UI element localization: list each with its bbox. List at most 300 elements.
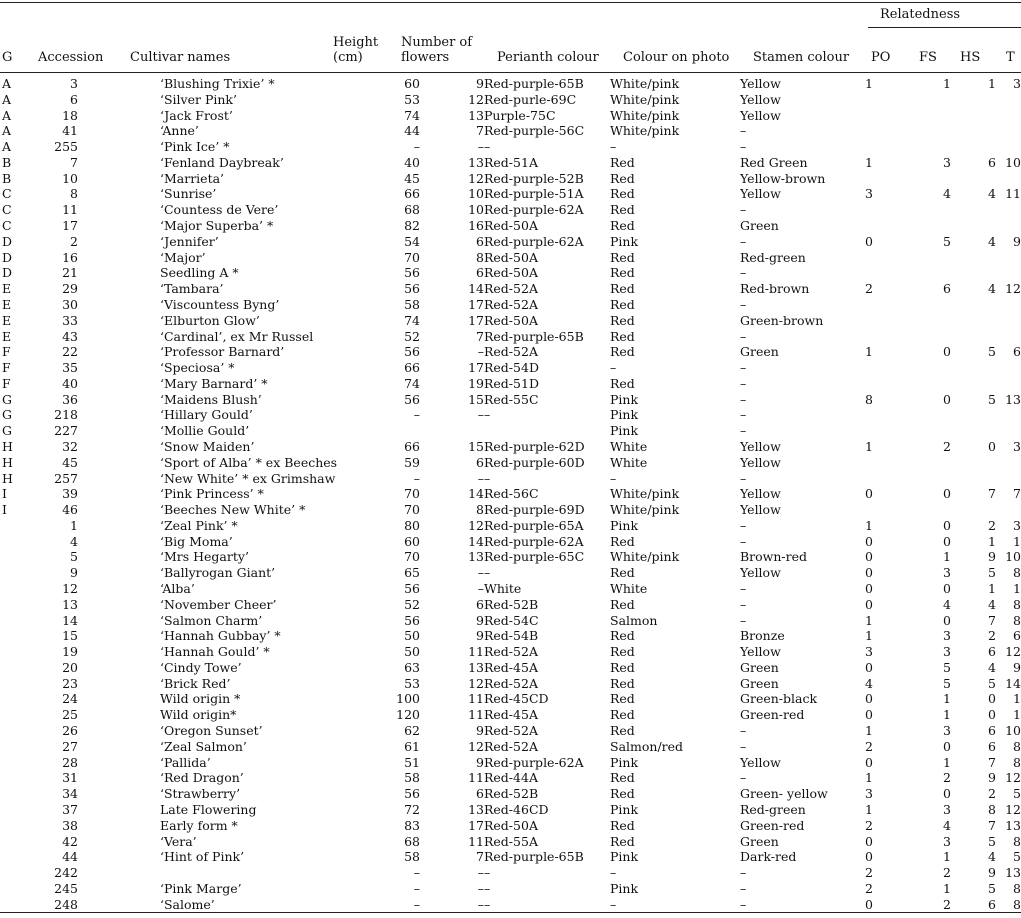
cell-perianth: Red-51A xyxy=(484,154,538,170)
spacer-cell xyxy=(360,392,368,408)
table-row xyxy=(0,502,1021,518)
spacer-cell xyxy=(78,755,160,771)
cell-po: 2 xyxy=(865,817,873,833)
spacer-cell xyxy=(78,108,160,124)
cell-po: 0 xyxy=(865,233,873,249)
cell-hs xyxy=(951,329,996,345)
table-row xyxy=(0,723,1021,739)
cell-photo: Red xyxy=(610,533,635,549)
cell-photo: Pink xyxy=(610,880,639,896)
cell-stamen: – xyxy=(740,265,747,281)
cell-photo: Red xyxy=(610,218,635,234)
cell-t xyxy=(996,123,1021,139)
cell-group xyxy=(0,581,30,597)
cell-t: 8 xyxy=(1013,880,1021,896)
spacer-cell xyxy=(857,786,865,802)
cell-perianth: Red-50A xyxy=(484,265,538,281)
spacer-cell xyxy=(857,123,865,139)
cell-perianth: Red-54D xyxy=(484,360,539,376)
cell-photo: – xyxy=(610,865,617,881)
cell-flowers: 12 xyxy=(468,91,484,107)
cell-photo: – xyxy=(610,139,617,155)
cell-t: 8 xyxy=(1013,565,1021,581)
spacer-cell xyxy=(78,818,160,834)
spacer-cell xyxy=(78,423,160,439)
cell-hs xyxy=(951,250,996,266)
cell-photo: Red xyxy=(610,265,635,281)
cell-t xyxy=(996,139,1021,155)
spacer-cell xyxy=(360,250,368,266)
cell-group: A xyxy=(2,139,12,155)
table-row xyxy=(0,739,1021,755)
cell-cultivar: ‘Hannah Gubbay’ * xyxy=(160,628,281,644)
cell-height: 59 xyxy=(404,454,420,470)
cell-perianth: Red-purple-62A xyxy=(484,202,584,218)
cell-hs: 0 xyxy=(988,438,996,454)
cell-cultivar xyxy=(160,865,360,881)
header-relatedness: Relatedness xyxy=(880,7,961,22)
table-row xyxy=(0,123,1021,139)
cell-fs xyxy=(905,376,951,392)
cell-fs: 2 xyxy=(943,896,951,912)
spacer-cell xyxy=(78,849,160,865)
cell-photo: Red xyxy=(610,833,635,849)
cell-fs: 2 xyxy=(943,865,951,881)
cell-group: I xyxy=(2,502,7,518)
table-row xyxy=(0,881,1021,897)
spacer-cell xyxy=(78,313,160,329)
cell-group: E xyxy=(2,328,12,344)
cell-fs: 4 xyxy=(943,817,951,833)
spacer-cell xyxy=(78,770,160,786)
cell-height: 80 xyxy=(404,517,420,533)
cell-hs xyxy=(951,360,996,376)
cell-accession: 5 xyxy=(70,549,78,565)
cell-po: 1 xyxy=(865,438,873,454)
cell-height: 66 xyxy=(404,186,420,202)
cell-cultivar: ‘Jennifer’ xyxy=(160,233,219,249)
cell-flowers: 9 xyxy=(476,723,484,739)
cell-fs xyxy=(905,423,951,439)
cell-stamen: – xyxy=(740,896,747,912)
cell-fs xyxy=(905,202,951,218)
table-row xyxy=(0,297,1021,313)
cell-group xyxy=(0,849,30,865)
spacer-cell xyxy=(857,802,865,818)
header-hs: HS xyxy=(960,50,981,65)
cell-fs: 0 xyxy=(943,738,951,754)
cell-cultivar: ‘Salome’ xyxy=(160,896,215,912)
spacer-cell xyxy=(360,802,368,818)
spacer-cell xyxy=(360,786,368,802)
cell-cultivar: ‘Sport of Alba’ * ex Beeches xyxy=(160,454,338,470)
cell-perianth: Red-purple-65B xyxy=(484,849,584,865)
spacer-cell xyxy=(78,281,160,297)
cell-perianth: Red-46CD xyxy=(484,801,549,817)
cell-fs: 6 xyxy=(943,281,951,297)
cell-accession: 12 xyxy=(62,581,78,596)
spacer-cell xyxy=(857,723,865,739)
cell-perianth: Red-purple-62D xyxy=(484,438,585,454)
cell-stamen: Green- yellow xyxy=(740,786,828,802)
cell-photo: Red xyxy=(610,170,635,186)
cell-t xyxy=(996,297,1021,313)
cell-flowers: – xyxy=(477,344,484,360)
table-row xyxy=(0,455,1021,471)
cell-group: D xyxy=(2,265,13,281)
spacer-cell xyxy=(78,344,160,360)
cell-perianth: Red-52A xyxy=(484,723,538,739)
table-row xyxy=(0,423,1021,439)
cell-height: 60 xyxy=(404,533,420,549)
spacer-cell xyxy=(360,376,368,392)
cell-fs: 0 xyxy=(943,486,951,502)
cell-perianth xyxy=(484,423,610,439)
cell-cultivar: ‘Maidens Blush’ xyxy=(160,391,262,407)
cell-po: 0 xyxy=(865,754,873,770)
cell-cultivar: Seedling A * xyxy=(160,265,239,281)
cell-flowers: 13 xyxy=(468,107,484,123)
cell-height: 68 xyxy=(404,833,420,849)
cell-t xyxy=(996,171,1021,187)
spacer-cell xyxy=(360,218,368,234)
cell-flowers: – xyxy=(477,139,484,155)
cell-po: 8 xyxy=(865,391,873,407)
cell-accession: 15 xyxy=(62,628,78,644)
spacer-cell xyxy=(78,486,160,502)
cell-stamen: Yellow xyxy=(740,502,781,518)
cell-group: G xyxy=(2,423,12,439)
spacer-cell xyxy=(857,818,865,834)
cell-height: 58 xyxy=(404,849,420,865)
spacer-cell xyxy=(78,392,160,408)
cell-cultivar: ‘Major Superba’ * xyxy=(160,218,274,234)
table-row xyxy=(0,676,1021,692)
cell-photo: Red xyxy=(610,328,635,344)
spacer-cell xyxy=(360,92,368,108)
cell-po xyxy=(865,297,905,313)
cell-photo: Pink xyxy=(610,754,639,770)
spacer-cell xyxy=(78,234,160,250)
cell-height: 65 xyxy=(404,565,420,581)
cell-perianth: Red-purple-51A xyxy=(484,186,584,202)
cell-fs xyxy=(905,407,951,423)
cell-perianth: Red-52B xyxy=(484,786,539,802)
cell-flowers: 8 xyxy=(476,502,484,518)
table-row xyxy=(0,313,1021,329)
cell-perianth: Red-52A xyxy=(484,281,538,297)
spacer-cell xyxy=(857,597,865,613)
cell-height: 63 xyxy=(404,659,420,675)
spacer-cell xyxy=(78,865,160,881)
cell-fs: 1 xyxy=(943,707,951,723)
cell-perianth: Red-purple-56C xyxy=(484,123,585,139)
cell-hs: 1 xyxy=(988,581,996,596)
header-rule xyxy=(0,72,1021,73)
cell-fs xyxy=(905,218,951,234)
spacer-cell xyxy=(78,786,160,802)
spacer-cell xyxy=(78,265,160,281)
cell-accession: 31 xyxy=(62,770,78,786)
cell-cultivar: ‘Zeal Pink’ * xyxy=(160,517,238,533)
table-row xyxy=(0,834,1021,850)
spacer-cell xyxy=(360,455,368,471)
table-body xyxy=(0,76,1021,912)
cell-fs xyxy=(905,171,951,187)
cell-photo: Red xyxy=(610,691,635,707)
cell-stamen: – xyxy=(740,360,747,376)
cell-stamen: – xyxy=(740,533,747,549)
cell-cultivar: Wild origin * xyxy=(160,691,241,707)
cell-accession: 17 xyxy=(62,218,78,234)
table-row xyxy=(0,802,1021,818)
cell-group: H xyxy=(2,454,13,470)
table-row xyxy=(0,628,1021,644)
cell-group xyxy=(0,628,30,644)
cell-accession: 28 xyxy=(62,754,78,770)
cell-cultivar: ‘Pink Ice’ * xyxy=(160,139,230,155)
cell-height: 74 xyxy=(404,312,420,328)
header-g: G xyxy=(2,50,13,65)
cell-fs: 1 xyxy=(943,849,951,865)
cell-po: 0 xyxy=(865,549,873,565)
cell-hs: 6 xyxy=(988,644,996,660)
cell-fs: 2 xyxy=(943,438,951,454)
cell-cultivar: ‘Major’ xyxy=(160,249,206,265)
cell-fs: 3 xyxy=(943,565,951,581)
spacer-cell xyxy=(78,676,160,692)
cell-perianth: Red-purple-65B xyxy=(484,76,584,91)
cell-flowers: – xyxy=(477,896,484,912)
cell-height: 83 xyxy=(404,817,420,833)
cell-t: 8 xyxy=(1013,896,1021,912)
cell-cultivar: ‘New White’ * ex Grimshaw xyxy=(160,470,336,486)
spacer-cell xyxy=(360,344,368,360)
spacer-cell xyxy=(857,502,865,518)
cell-group: A xyxy=(2,76,12,91)
spacer-cell xyxy=(78,186,160,202)
cell-height: 56 xyxy=(404,265,420,281)
cell-accession: 24 xyxy=(62,691,78,707)
cell-accession: 255 xyxy=(54,139,78,155)
cell-height: 54 xyxy=(404,233,420,249)
spacer-cell xyxy=(360,628,368,644)
cell-perianth: Red-52B xyxy=(484,596,539,612)
cell-photo: White xyxy=(610,581,648,596)
spacer-cell xyxy=(360,660,368,676)
cell-cultivar: ‘Marrieta’ xyxy=(160,170,225,186)
cell-flowers: 9 xyxy=(476,628,484,644)
spacer-cell xyxy=(857,202,865,218)
cell-photo: Red xyxy=(610,565,635,581)
spacer-cell xyxy=(857,455,865,471)
cell-fs: 0 xyxy=(943,391,951,407)
cell-t: 8 xyxy=(1013,833,1021,849)
cell-hs: 8 xyxy=(988,801,996,817)
table-row xyxy=(0,139,1021,155)
cell-cultivar: ‘Salmon Charm’ xyxy=(160,612,263,628)
cell-hs: 9 xyxy=(988,770,996,786)
cell-hs: 5 xyxy=(988,565,996,581)
cell-hs: 5 xyxy=(988,833,996,849)
cell-photo: White/pink xyxy=(610,502,680,518)
cell-height: 45 xyxy=(404,170,420,186)
cell-accession: 32 xyxy=(62,438,78,454)
cell-cultivar: ‘Pallida’ xyxy=(160,754,211,770)
spacer-cell xyxy=(78,660,160,676)
spacer-cell xyxy=(857,660,865,676)
spacer-cell xyxy=(857,171,865,187)
cell-photo: Red xyxy=(610,281,635,297)
spacer-cell xyxy=(360,171,368,187)
spacer-cell xyxy=(78,329,160,345)
cell-cultivar: ‘Silver Pink’ xyxy=(160,91,237,107)
cell-stamen: Yellow xyxy=(740,754,781,770)
cell-accession: 23 xyxy=(62,675,78,691)
cell-po: 3 xyxy=(865,186,873,202)
cell-stamen: – xyxy=(740,738,747,754)
cell-fs: 3 xyxy=(943,723,951,739)
cell-fs xyxy=(905,139,951,155)
cell-height: – xyxy=(413,407,420,423)
cell-accession: 30 xyxy=(62,296,78,312)
table-row xyxy=(0,329,1021,345)
cell-group xyxy=(0,644,30,660)
cell-t xyxy=(996,218,1021,234)
cell-cultivar: ‘Cindy Towe’ xyxy=(160,659,242,675)
table-row xyxy=(0,250,1021,266)
cell-po xyxy=(865,139,905,155)
cell-t: 13 xyxy=(1005,817,1021,833)
cell-photo: Red xyxy=(610,770,635,786)
cell-photo: – xyxy=(610,470,617,486)
cell-cultivar: ‘Professor Barnard’ xyxy=(160,344,285,360)
spacer-cell xyxy=(360,108,368,124)
cell-stamen: – xyxy=(740,123,747,139)
cell-group xyxy=(0,834,30,850)
cell-fs: 4 xyxy=(943,186,951,202)
cell-stamen: Red-green xyxy=(740,249,806,265)
spacer-cell xyxy=(857,865,865,881)
cell-stamen: Yellow xyxy=(740,486,781,502)
cell-t: 12 xyxy=(1005,801,1021,817)
spacer-cell xyxy=(360,818,368,834)
cell-group xyxy=(0,865,30,881)
cell-height: 56 xyxy=(404,786,420,802)
cell-stamen: – xyxy=(740,865,747,881)
spacer-cell xyxy=(360,123,368,139)
cell-hs: 7 xyxy=(988,817,996,833)
cell-height: 56 xyxy=(404,391,420,407)
cell-stamen: – xyxy=(740,375,747,391)
spacer-cell xyxy=(857,186,865,202)
cell-flowers: – xyxy=(477,865,484,881)
cell-fs: 5 xyxy=(943,675,951,691)
cell-accession: 37 xyxy=(62,801,78,817)
cell-stamen: Red Green xyxy=(740,154,808,170)
cell-cultivar: ‘Cardinal’, ex Mr Russel xyxy=(160,328,314,344)
cell-photo: White/pink xyxy=(610,549,680,565)
cell-accession: 7 xyxy=(70,154,78,170)
cell-photo: Red xyxy=(610,786,635,802)
cell-perianth: – xyxy=(484,896,491,912)
cell-hs xyxy=(951,297,996,313)
spacer-cell xyxy=(360,723,368,739)
cell-group: E xyxy=(2,312,12,328)
cell-po xyxy=(865,92,905,108)
spacer-cell xyxy=(78,597,160,613)
cell-accession: 8 xyxy=(70,186,78,202)
spacer-cell xyxy=(360,139,368,155)
spacer-cell xyxy=(360,486,368,502)
cell-po xyxy=(865,329,905,345)
cell-flowers: 7 xyxy=(476,849,484,865)
spacer-cell xyxy=(360,265,368,281)
cell-stamen: – xyxy=(740,517,747,533)
cell-stamen: Dark-red xyxy=(740,849,797,865)
cell-po xyxy=(865,250,905,266)
cell-stamen: Yellow xyxy=(740,565,781,581)
cell-fs: 0 xyxy=(943,344,951,360)
header-perianth: Perianth colour xyxy=(497,50,599,65)
spacer-cell xyxy=(360,707,368,723)
cell-fs xyxy=(905,108,951,124)
cell-po xyxy=(865,423,905,439)
cell-accession: 43 xyxy=(62,328,78,344)
cell-hs xyxy=(951,218,996,234)
cell-stamen: Green-red xyxy=(740,707,805,723)
cell-cultivar: ‘Anne’ xyxy=(160,123,199,139)
spacer-cell xyxy=(857,897,865,913)
cell-accession: 218 xyxy=(54,407,78,423)
cell-flowers: 6 xyxy=(476,265,484,281)
spacer-cell xyxy=(360,186,368,202)
cell-perianth: Red-56C xyxy=(484,486,539,502)
spacer-cell xyxy=(78,644,160,660)
spacer-cell xyxy=(857,423,865,439)
spacer-cell xyxy=(360,313,368,329)
cell-accession: 14 xyxy=(62,612,78,628)
cell-stamen: – xyxy=(740,139,747,155)
cell-photo: Red xyxy=(610,596,635,612)
table-row xyxy=(0,439,1021,455)
cell-hs xyxy=(951,376,996,392)
spacer-cell xyxy=(857,108,865,124)
cell-height: 40 xyxy=(404,154,420,170)
cell-hs: 4 xyxy=(988,849,996,865)
cell-photo: Pink xyxy=(610,517,639,533)
spacer-cell xyxy=(360,155,368,171)
table-row xyxy=(0,218,1021,234)
cell-group xyxy=(0,691,30,707)
spacer-cell xyxy=(78,565,160,581)
cell-photo: Red xyxy=(610,628,635,644)
spacer-cell xyxy=(857,881,865,897)
spacer-cell xyxy=(360,423,368,439)
cell-group xyxy=(0,597,30,613)
cell-hs: 4 xyxy=(988,659,996,675)
cell-hs: 5 xyxy=(988,391,996,407)
cell-photo: Red xyxy=(610,644,635,660)
cell-stamen: Brown-red xyxy=(740,549,808,565)
cell-po xyxy=(865,218,905,234)
cell-photo: Pink xyxy=(610,391,639,407)
cell-po: 0 xyxy=(865,596,873,612)
cell-height: 50 xyxy=(404,628,420,644)
cell-t: 8 xyxy=(1013,754,1021,770)
cell-height: 120 xyxy=(396,707,420,723)
spacer-cell xyxy=(857,281,865,297)
